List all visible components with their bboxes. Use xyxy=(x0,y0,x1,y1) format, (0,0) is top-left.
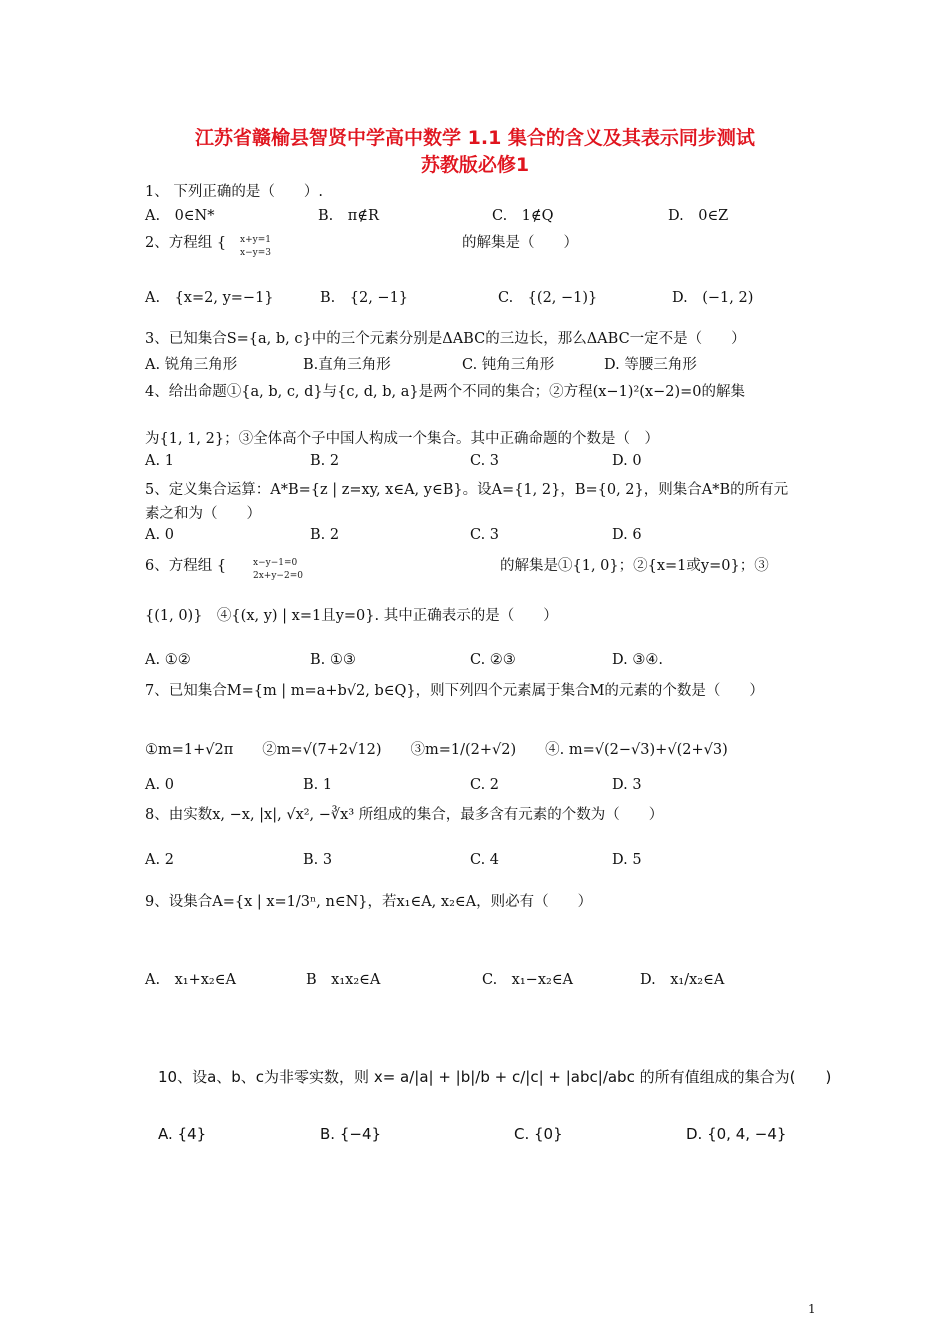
q5-option-c: C. 3 xyxy=(470,527,500,543)
q7-stem: 7、已知集合M={m | m=a+b√2, b∈Q}，则下列四个元素属于集合M的元素的个数是（ ） xyxy=(145,683,764,699)
page-number: 1 xyxy=(808,1302,816,1316)
q6-eq2: 2x+y−2=0 xyxy=(253,571,303,581)
doc-title-line2: 苏教版必修1 xyxy=(420,154,530,176)
q2-option-b: B. {2, −1} xyxy=(320,290,409,306)
q3-option-c: C. 钝角三角形 xyxy=(462,357,555,373)
q2-equation-system xyxy=(240,234,271,260)
q5-option-d: D. 6 xyxy=(612,527,642,543)
q5-line2: 素之和为（ ） xyxy=(145,506,261,522)
q2-eq1: x+y=1 xyxy=(240,235,271,245)
q10-option-b: B. {−4} xyxy=(320,1125,382,1143)
q2-option-d: D. (−1, 2) xyxy=(672,290,754,306)
q7-option-a: A. 0 xyxy=(145,777,174,793)
q5-line1: 5、定义集合运算：A*B={z | z=xy, x∈A, y∈B}。设A={1, 2}，B={0, 2}，则集合A*B的所有元 xyxy=(145,482,789,498)
q3-option-b: B.直角三角形 xyxy=(303,357,391,373)
q2-stem-suffix: 的解集是（ ） xyxy=(462,235,578,251)
q7-option-c: C. 2 xyxy=(470,777,500,793)
q3-option-d: D. 等腰三角形 xyxy=(604,357,697,373)
q3-stem: 3、已知集合S={a, b, c}中的三个元素分别是ΔABC的三边长，那么ΔABC一定不是（ ） xyxy=(145,331,746,347)
q9-option-a: A. x₁+x₂∈A xyxy=(145,972,236,988)
q3-option-a: A. 锐角三角形 xyxy=(145,357,238,373)
q2-eq2: x−y=3 xyxy=(240,248,271,258)
q5-option-b: B. 2 xyxy=(310,527,340,543)
q1-option-d: D. 0∈Z xyxy=(668,208,729,224)
q2-option-a: A. {x=2, y=−1} xyxy=(145,290,274,306)
doc-title-line1: 江苏省赣榆县智贤中学高中数学 1.1 集合的含义及其表示同步测试 xyxy=(195,127,755,149)
q6-option-b: B. ①③ xyxy=(310,652,356,668)
q9-option-c: C. x₁−x₂∈A xyxy=(482,972,574,988)
q8-option-d: D. 5 xyxy=(612,852,642,868)
q9-stem: 9、设集合A={x | x=1/3ⁿ, n∈N}，若x₁∈A, x₂∈A，则必有（ ） xyxy=(145,894,593,910)
q10-stem: 10、设a、b、c为非零实数，则 x= a/|a| + |b|/b + c/|c| + |abc|/abc 的所有值组成的集合为( ) xyxy=(158,1068,832,1086)
q6-stem-prefix: 6、方程组 { xyxy=(145,558,227,574)
q1-option-c: C. 1∉Q xyxy=(492,208,554,224)
q5-option-a: A. 0 xyxy=(145,527,174,543)
q7-option-d: D. 3 xyxy=(612,777,642,793)
q10-option-d: D. {0, 4, −4} xyxy=(686,1125,787,1143)
q4-line2: 为{1, 1, 2}；③全体高个子中国人构成一个集合。其中正确命题的个数是（ ） xyxy=(145,431,660,447)
q8-stem: 8、由实数x, −x, |x|, √x², −∛x³ 所组成的集合，最多含有元素的个数为（ ） xyxy=(145,807,664,823)
q7-option-b: B. 1 xyxy=(303,777,333,793)
q6-equation-system xyxy=(253,557,303,583)
q2-option-c: C. {(2, −1)} xyxy=(498,290,598,306)
q6-option-d: D. ③④. xyxy=(612,652,663,668)
q6-line2: {(1, 0)} ④{(x, y) | x=1且y=0}. 其中正确表示的是（ ） xyxy=(145,608,558,624)
q8-option-c: C. 4 xyxy=(470,852,500,868)
q2-stem-prefix: 2、方程组 { xyxy=(145,235,227,251)
q4-option-a: A. 1 xyxy=(145,453,174,469)
q8-option-a: A. 2 xyxy=(145,852,174,868)
q6-option-a: A. ①② xyxy=(145,652,191,668)
q4-option-d: D. 0 xyxy=(612,453,642,469)
q6-option-c: C. ②③ xyxy=(470,652,516,668)
q6-eq1: x−y−1=0 xyxy=(253,558,298,568)
q10-option-c: C. {0} xyxy=(514,1125,563,1143)
q4-option-c: C. 3 xyxy=(470,453,500,469)
q10-option-a: A. {4} xyxy=(158,1125,207,1143)
q7-items: ①m=1+√2π ②m=√(7+2√12) ③m=1/(2+√2) ④. m=√(2−√3)+√(2+√3) xyxy=(145,742,728,758)
q8-option-b: B. 3 xyxy=(303,852,333,868)
q1-option-a: A. 0∈N* xyxy=(145,208,215,224)
q9-option-b: B x₁x₂∈A xyxy=(306,972,381,988)
q4-line1: 4、给出命题①{a, b, c, d}与{c, d, b, a}是两个不同的集合；②方程(x−1)²(x−2)=0的解集 xyxy=(145,384,746,400)
q9-option-d: D. x₁/x₂∈A xyxy=(640,972,725,988)
q6-stem-suffix: 的解集是①{1, 0}；②{x=1或y=0}；③ xyxy=(500,558,769,574)
q1-option-b: B. π∉R xyxy=(318,208,379,224)
q1-stem: 1、 下列正确的是（ ）. xyxy=(145,184,323,200)
q4-option-b: B. 2 xyxy=(310,453,340,469)
